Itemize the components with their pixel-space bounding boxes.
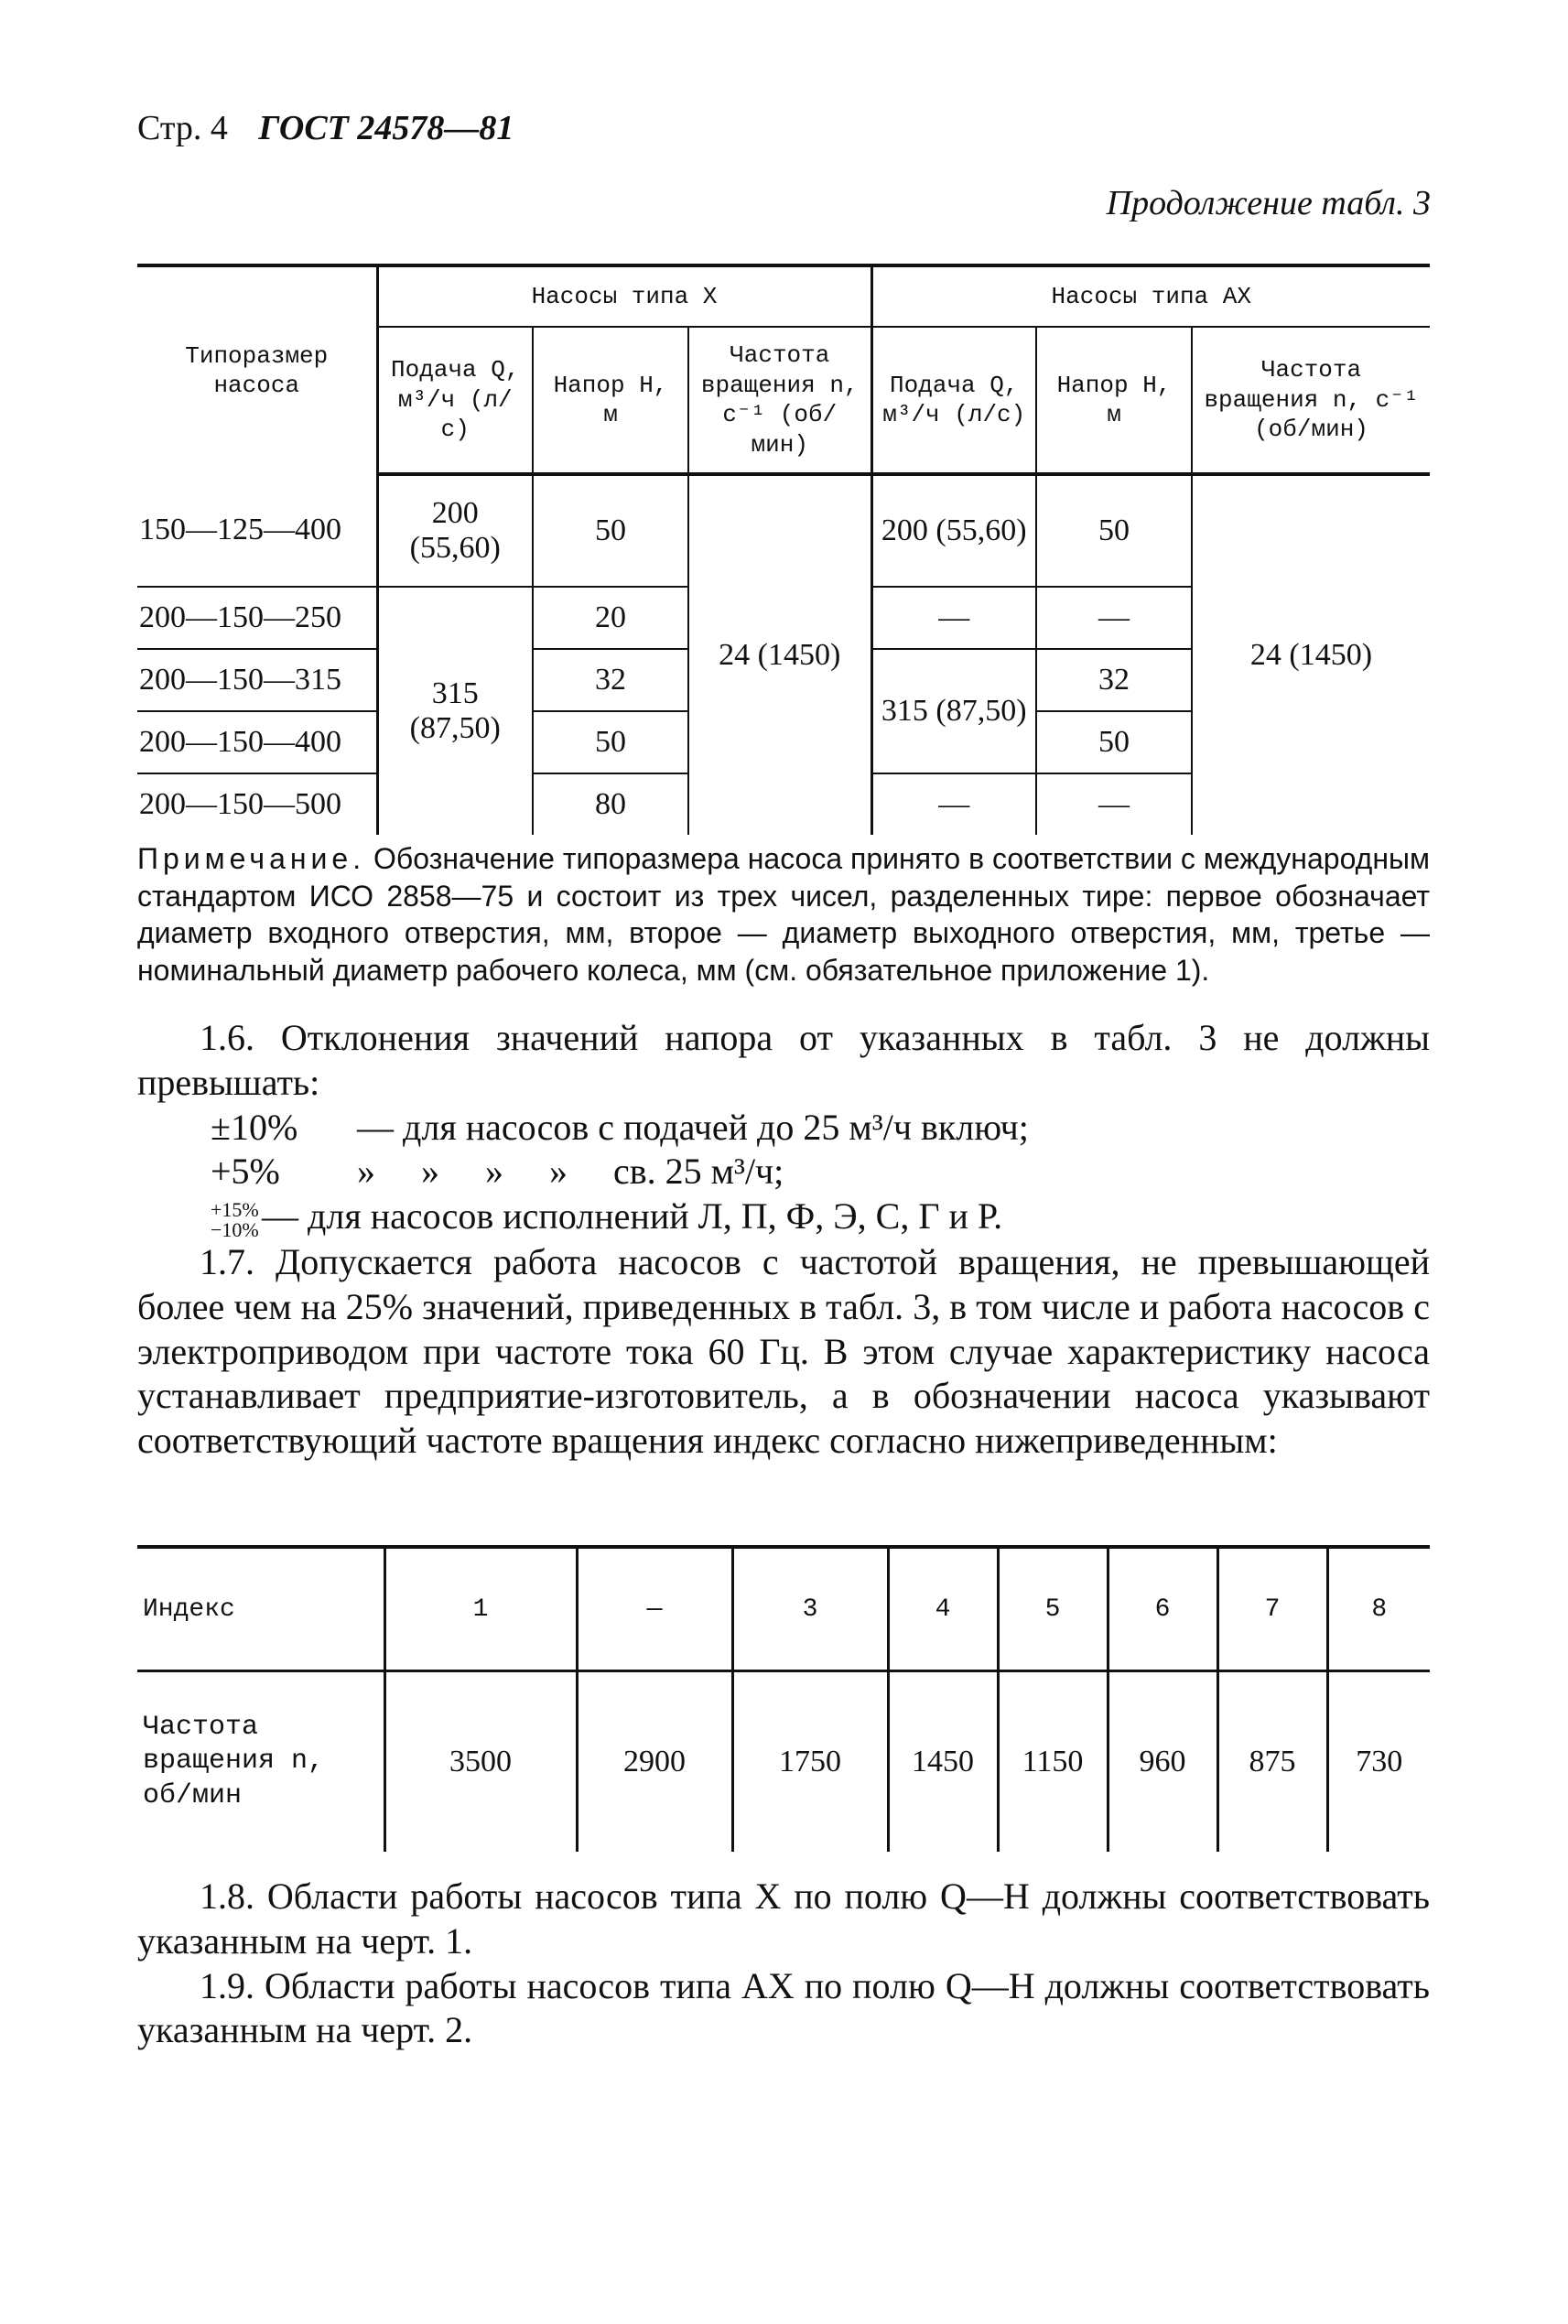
speed-cell: 1750 bbox=[732, 1671, 888, 1853]
tolerance-line bbox=[137, 1106, 1430, 1151]
tolerance-text: — для насосов исполнений Л, П, Ф, Э, С, Г и Р. bbox=[262, 1195, 1003, 1238]
head-cell: — bbox=[1036, 773, 1192, 835]
speed-cell: 2900 bbox=[577, 1671, 732, 1853]
speed-cell: 730 bbox=[1327, 1671, 1430, 1853]
index-cell: — bbox=[577, 1547, 732, 1671]
x-speed-header: Частота вращения n, с⁻¹ (об/мин) bbox=[688, 327, 871, 474]
tolerance-lower: −10% bbox=[211, 1218, 259, 1241]
head-cell: 50 bbox=[1036, 474, 1192, 587]
col-size-header: Типоразмер насоса bbox=[137, 265, 377, 474]
speed-cell: 24 (1450) bbox=[1192, 474, 1430, 835]
tolerance-line bbox=[137, 1150, 1430, 1194]
tolerance-text: — для насосов с подачей до 25 м³/ч включ; bbox=[357, 1106, 1029, 1148]
size-cell: 200—150—250 bbox=[137, 587, 377, 649]
flow-cell: 200 (55,60) bbox=[871, 474, 1036, 587]
flow-cell: 200 (55,60) bbox=[377, 474, 533, 587]
index-cell: 3 bbox=[732, 1547, 888, 1671]
ax-head-header: Напор H, м bbox=[1036, 327, 1192, 474]
speed-label: Частота вращения n, об/мин bbox=[143, 1711, 325, 1811]
page-number: Стр. 4 bbox=[137, 109, 228, 147]
group-x-header: Насосы типа X bbox=[377, 265, 871, 327]
section-1-8-1-9 bbox=[137, 1875, 1430, 2053]
x-head-header: Напор H, м bbox=[533, 327, 688, 474]
flow-cell: 315 (87,50) bbox=[377, 587, 533, 835]
speed-cell: 960 bbox=[1108, 1671, 1217, 1853]
section-1-6 bbox=[137, 1016, 1430, 1464]
tolerance-value: +5% bbox=[211, 1151, 280, 1193]
speed-index-table bbox=[137, 1545, 1430, 1852]
pump-parameters-table bbox=[137, 264, 1430, 835]
paragraph-1-8: 1.8. Области работы насосов типа X по полю Q—H должны соответствовать указанным на черт. 1. bbox=[137, 1875, 1430, 1962]
size-cell: 200—150—400 bbox=[137, 711, 377, 773]
tolerance-upper: +15% bbox=[211, 1198, 259, 1221]
head-cell: 32 bbox=[1036, 649, 1192, 711]
flow-cell: 315 (87,50) bbox=[871, 649, 1036, 773]
table-note bbox=[137, 840, 1430, 989]
index-cell: 5 bbox=[998, 1547, 1108, 1671]
index-cell: 7 bbox=[1217, 1547, 1327, 1671]
paragraph-1-9: 1.9. Области работы насосов типа АХ по полю Q—H должны соответствовать указанным на черт. 2. bbox=[137, 1964, 1430, 2051]
note-text: Обозначение типоразмера насоса принято в соответствии с международным стандартом ИСО 2858—75 и состоит из трех чисел, разделенных тире: первое обозначает диаметр входного отверстия, мм, второе — диаметр выходного отверстия, мм, третье — номинальный диаметр рабочего колеса, мм (см. обязательное приложение 1). bbox=[137, 842, 1431, 987]
flow-cell: — bbox=[871, 587, 1036, 649]
speed-cell: 3500 bbox=[384, 1671, 577, 1853]
speed-cell: 1150 bbox=[998, 1671, 1108, 1853]
group-ax-header: Насосы типа АХ bbox=[871, 265, 1430, 327]
index-label: Индекс bbox=[137, 1547, 384, 1671]
index-cell: 4 bbox=[888, 1547, 998, 1671]
standard-code: ГОСТ 24578—81 bbox=[258, 109, 514, 147]
head-cell: 20 bbox=[533, 587, 688, 649]
size-cell: 200—150—315 bbox=[137, 649, 377, 711]
ax-flow-header: Подача Q, м³/ч (л/с) bbox=[871, 327, 1036, 474]
speed-row bbox=[137, 1671, 1430, 1853]
head-cell: — bbox=[1036, 587, 1192, 649]
head-cell: 32 bbox=[533, 649, 688, 711]
head-cell: 50 bbox=[533, 711, 688, 773]
page-header bbox=[137, 108, 514, 148]
tolerance-line bbox=[137, 1194, 1430, 1240]
paragraph-1-7: 1.7. Допускается работа насосов с частотой вращения, не превышающей более чем на 25% значений, приведенных в табл. 3, в том числе и работа насосов с электроприводом при частоте тока 60 Гц. В этом случае характеристику насоса устанавливает предприятие-изготовитель, а в обозначении насоса указывают соответствующий частоте вращения индекс согласно нижеприведенным: bbox=[137, 1241, 1430, 1462]
head-cell: 50 bbox=[1036, 711, 1192, 773]
size-cell: 200—150—500 bbox=[139, 787, 341, 821]
tolerance-text: » » » » св. 25 м³/ч; bbox=[357, 1151, 784, 1193]
tolerance-value: ±10% bbox=[211, 1106, 298, 1148]
speed-cell: 24 (1450) bbox=[688, 474, 871, 835]
index-cell: 8 bbox=[1327, 1547, 1430, 1671]
note-label: Примечание. bbox=[137, 842, 366, 875]
tolerance-fraction bbox=[211, 1198, 259, 1241]
speed-cell: 875 bbox=[1217, 1671, 1327, 1853]
table-row bbox=[137, 474, 1430, 587]
table-continuation-label: Продолжение табл. 3 bbox=[1106, 184, 1431, 222]
index-row bbox=[137, 1547, 1430, 1671]
head-cell: 80 bbox=[533, 773, 688, 835]
ax-speed-header: Частота вращения n, с⁻¹ (об/мин) bbox=[1192, 327, 1430, 474]
speed-cell: 1450 bbox=[888, 1671, 998, 1853]
index-cell: 1 bbox=[384, 1547, 577, 1671]
paragraph: 1.6. Отклонения значений напора от указанных в табл. 3 не должны превышать: bbox=[137, 1017, 1430, 1103]
size-cell: 150—125—400 bbox=[137, 474, 377, 587]
flow-cell: — bbox=[871, 773, 1036, 835]
index-cell: 6 bbox=[1108, 1547, 1217, 1671]
head-cell: 50 bbox=[533, 474, 688, 587]
x-flow-header: Подача Q, м³/ч (л/с) bbox=[377, 327, 533, 474]
